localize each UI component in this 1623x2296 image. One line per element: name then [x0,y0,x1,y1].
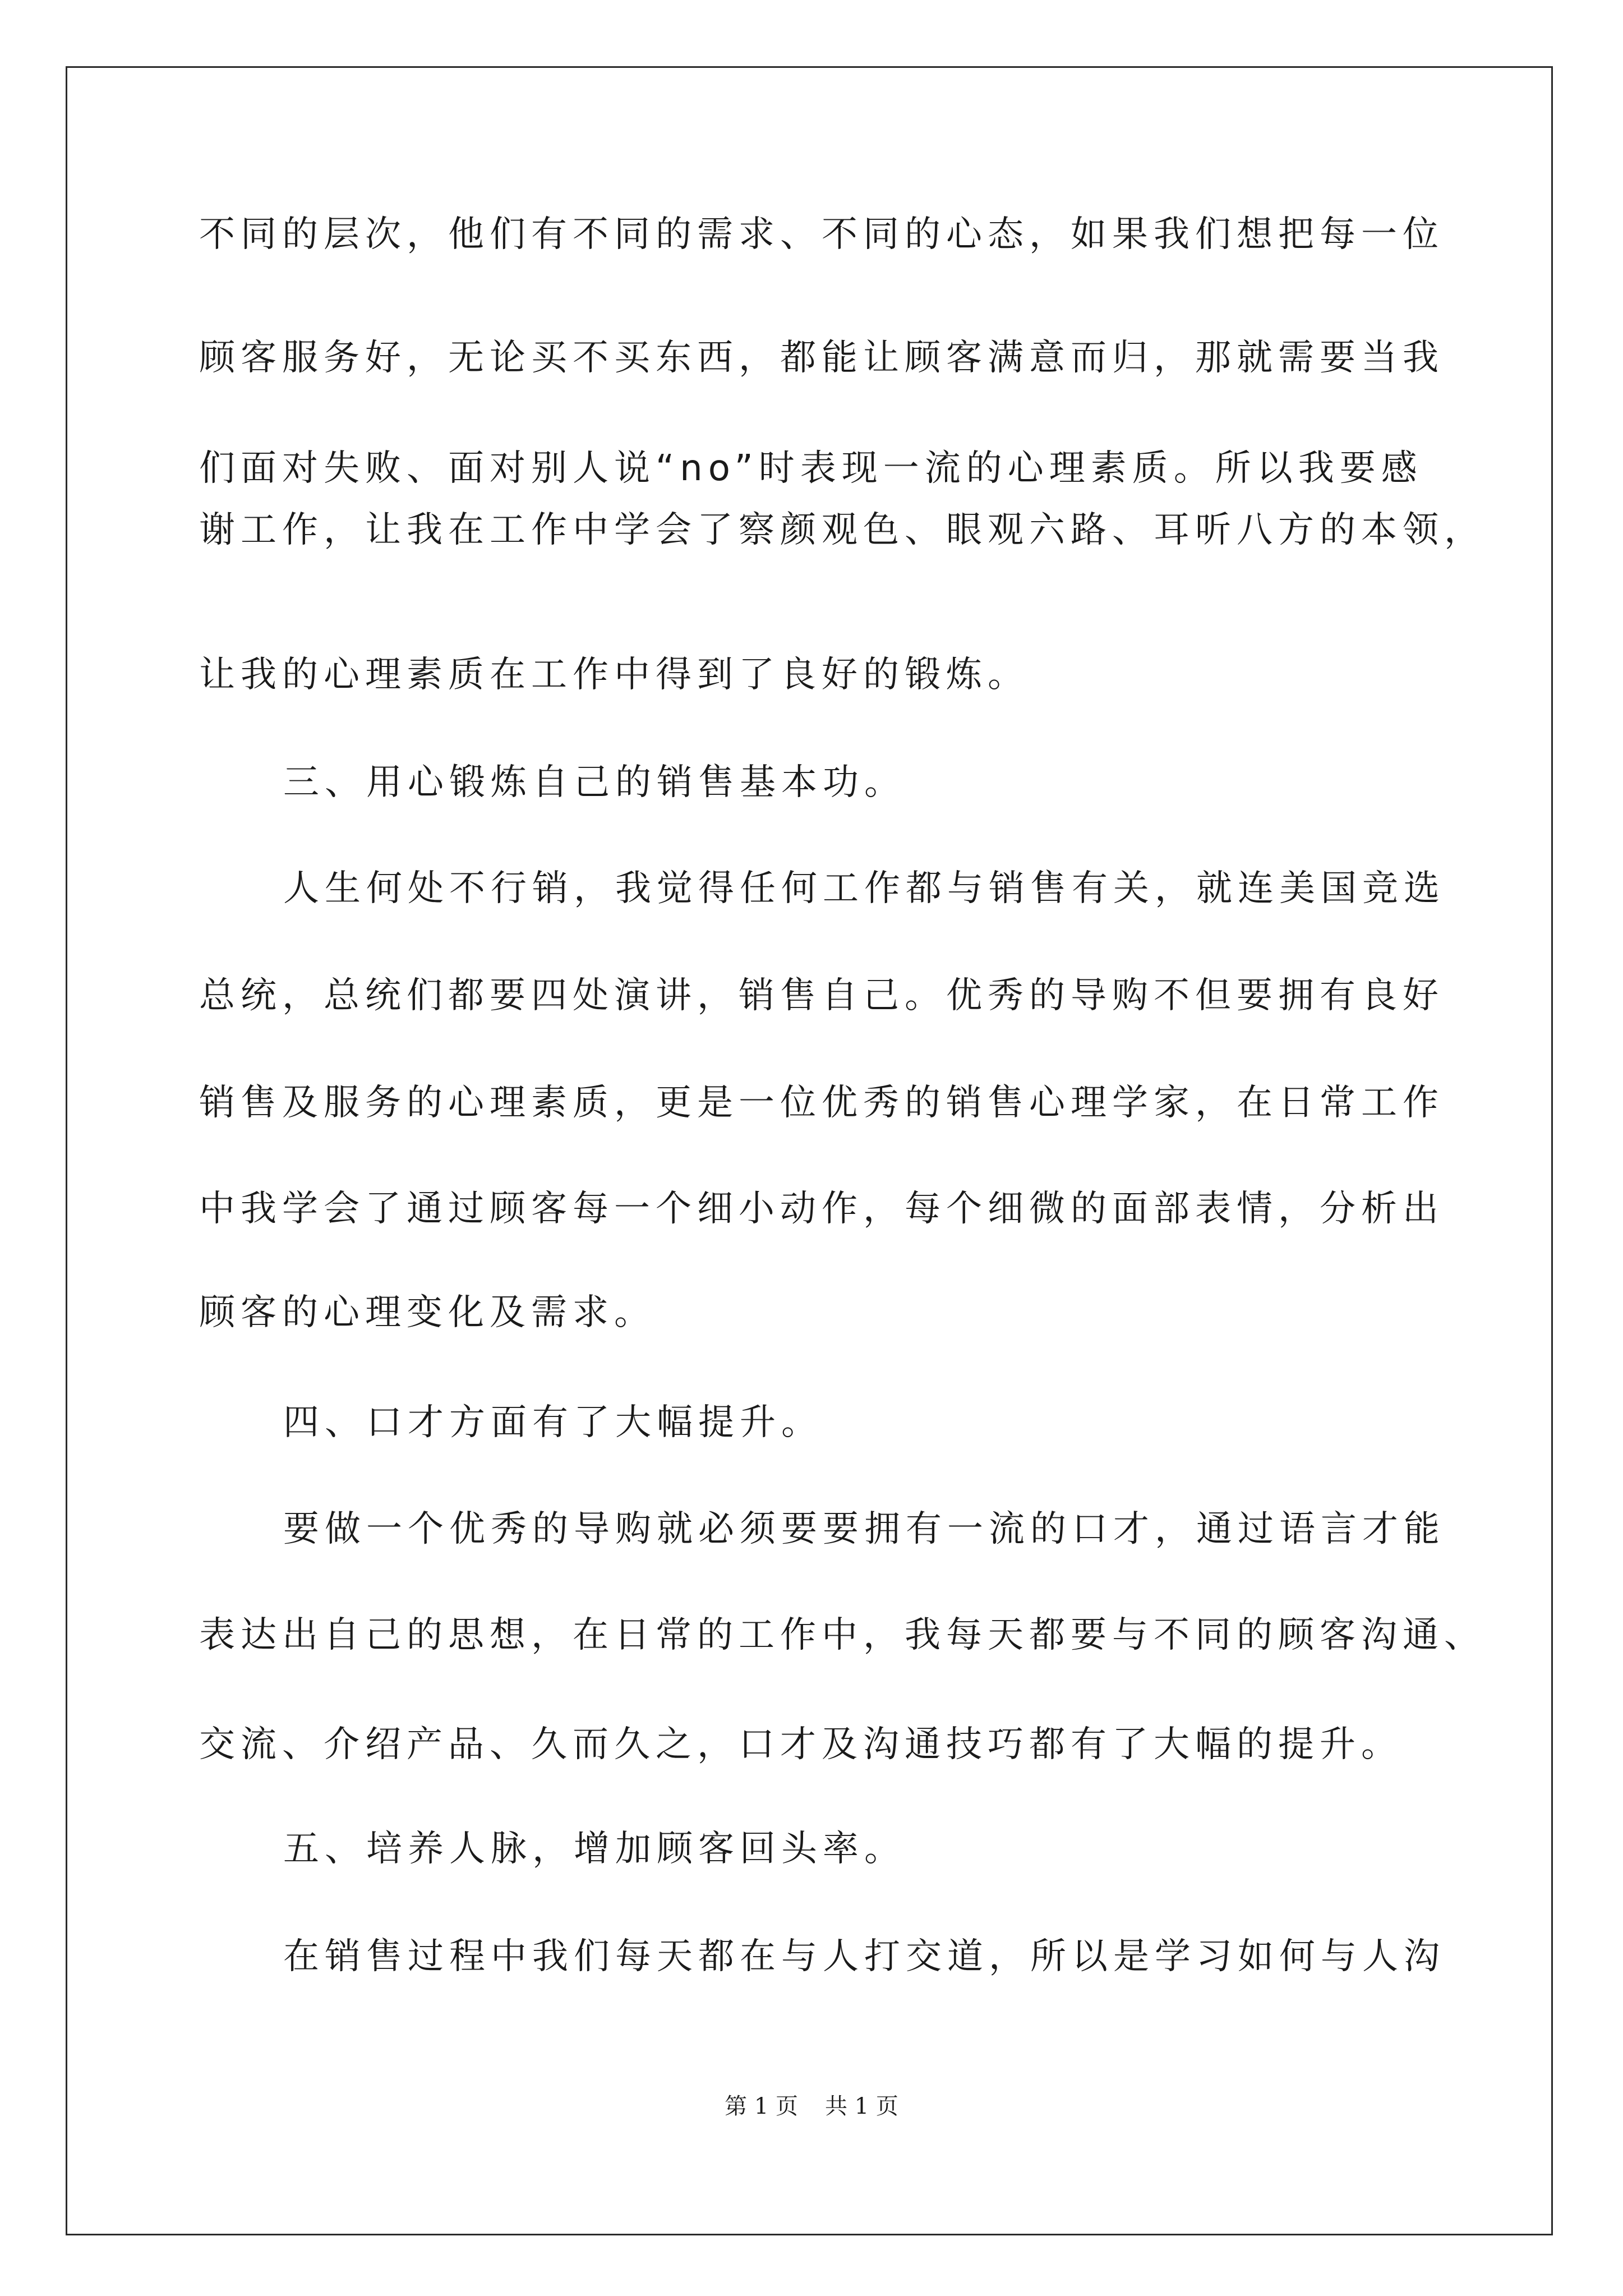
page-number: 第 1 页 [725,2093,798,2119]
section-heading: 四、口才方面有了大幅提升。 [283,1402,823,1443]
text-line: 们面对失败、面对别人说“no”时表现一流的心理素质。所以我要感 [199,448,1423,489]
text-line: 谢工作，让我在工作中学会了察颜观色、眼观六路、耳听八方的本领， [199,509,1486,551]
section-heading: 五、培养人脉，增加顾客回头率。 [283,1828,906,1870]
text-line: 表达出自己的思想，在日常的工作中，我每天都要与不同的顾客沟通、 [199,1614,1486,1656]
text-line: 顾客服务好，无论买不买东西，都能让顾客满意而归，那就需要当我 [199,337,1444,379]
text-line: 中我学会了通过顾客每一个细小动作，每个细微的面部表情，分析出 [199,1188,1444,1230]
page-footer [0,2092,1623,2120]
page-border [66,66,1553,2235]
text-line: 总统，总统们都要四处演讲，销售自己。优秀的导购不但要拥有良好 [199,975,1444,1016]
paragraph-first-line: 在销售过程中我们每天都在与人打交道，所以是学习如何与人沟 [283,1936,1445,1977]
paragraph-first-line: 人生何处不行销，我觉得任何工作都与销售有关，就连美国竞选 [283,868,1445,909]
paragraph-first-line: 要做一个优秀的导购就必须要要拥有一流的口才，通过语言才能 [283,1508,1445,1550]
page-total: 共 1 页 [825,2093,898,2119]
text-line: 销售及服务的心理素质，更是一位优秀的销售心理学家，在日常工作 [199,1082,1444,1124]
text-line: 让我的心理素质在工作中得到了良好的锻炼。 [199,654,1029,696]
section-heading: 三、用心锻炼自己的销售基本功。 [283,762,906,803]
text-line: 交流、介绍产品、久而久之，口才及沟通技巧都有了大幅的提升。 [199,1724,1403,1765]
text-line: 不同的层次，他们有不同的需求、不同的心态，如果我们想把每一位 [199,214,1444,255]
text-line: 顾客的心理变化及需求。 [199,1292,656,1333]
